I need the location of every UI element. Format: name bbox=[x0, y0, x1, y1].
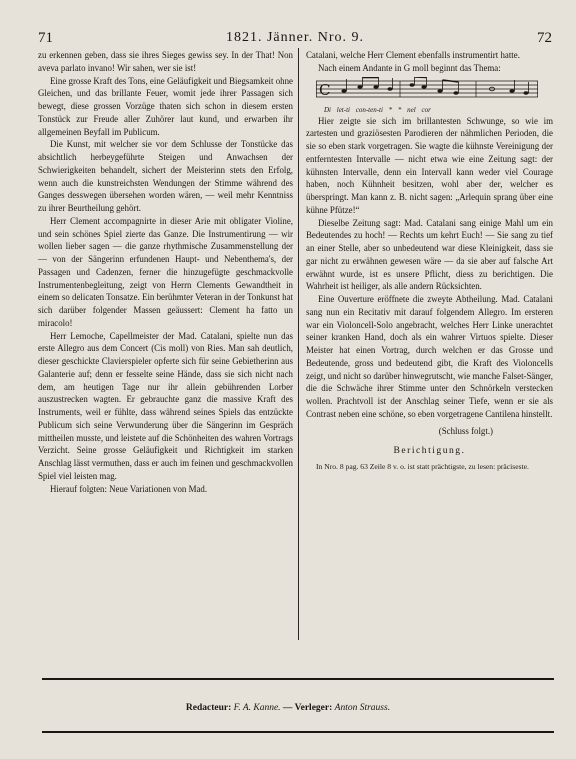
page-number-right: 72 bbox=[537, 30, 552, 46]
paragraph: Die Kunst, mit welcher sie vor dem Schlusse der Tonstücke das absichtlich herbeygeführte Steigen und Anwachsen der Schwierigkeiten behandelt, sichert der Meisterinn stets den Erfolg, wenn auch die kunstreichsten Wendungen der Stimme während des Ganges desswegen übersehen worden wären, — weil mehr Kenntniss zu ihrer Beurtheilung gehört. bbox=[38, 139, 293, 213]
paragraph: Herr Lemoche, Capellmeister der Mad. Catalani, spielte nun das erste Allegro aus dem Concert (Cis moll) von Ries. Man sah deutlich, dieser geschickte Clavierspieler opferte sich für seine Gebietherinn aus Galanterie auf; denn er fesselte seine Hände, dass sie sich nicht nach dem, am heutigen Tage nur ihr allein gebührenden Lorber auszustrecken wagten. Er gebrauchte ganz die massive Kraft des Instruments, weil er fühlte, dass während seines Spiels das entzückte Publicum sich seine Verwunderung über die Sängerinn im Gespräch mittheilen musste, und leistete auf die Schönheiten des wahren Vortrags Verzicht. Seine grosse Geläufigkeit und Richtigkeit im starken Anschlag lässt vermuthen, dass er auch im feinen und geschmackvollen Spiel viel leisten mag. bbox=[38, 330, 294, 481]
music-example bbox=[306, 77, 553, 113]
publisher-label: Verleger: bbox=[294, 703, 333, 713]
paragraph: zu erkennen geben, dass sie ihres Sieges gewiss sey. In der That! Non aveva parlato invano! Wir sahen, wer sie ist! bbox=[38, 50, 293, 73]
column-divider bbox=[298, 48, 299, 640]
music-staff-icon bbox=[316, 77, 538, 107]
publisher-name: Anton Strauss. bbox=[334, 703, 391, 713]
footer-rule-bottom bbox=[42, 731, 554, 733]
paragraph: Hier zeigte sie sich im brillantesten Schwunge, so wie im zartesten und graziösesten Parodieren der nähmlichen Perioden, die sie so eben stark vorgetragen. Sie wagte die kühnste Vereinigung der entferntesten Intervalle — nicht etwa wie eine Zeitung sagt: der kühnsten Intervalle, denn ein Intervall kann weder viel Courage haben, noch Kühnheit besitzen, wohl aber der, welcher es überspringt. Man kann z. B. nicht sagen: „Arlequin sprang über eine kühne Pfütze!“ bbox=[306, 115, 553, 215]
footer-dash: — bbox=[282, 703, 293, 713]
paragraph: Hierauf folgten: Neue Variationen von Mad. bbox=[50, 483, 208, 494]
paragraph: Catalani, welche Herr Clement ebenfalls instrumentirt hatte. bbox=[306, 50, 520, 60]
left-column bbox=[38, 49, 293, 495]
erratum-text: In Nro. 8 pag. 63 Zeile 8 v. o. ist statt prächtigste, zu lesen: präciseste. bbox=[316, 462, 529, 471]
page-number-left: 71 bbox=[38, 30, 53, 46]
page-header bbox=[38, 30, 552, 48]
paragraph: Herr Clement accompagnirte in dieser Arie mit obligater Violine, und sein schönes Spiel zierte das Ganze. Die Instrumentirung — wir wollen lieber sagen — die ganze rhythmische Zusammenstellung der — von der Sängerinn erfundenen Haupt- und Nebenthema's, der Passagen und Cadenzen, ferner die hinzugefügte geschmackvolle Instrumentenbegleitung, zeigt von Herrn Clements Gewandtheit in einem so delicaten Tonsatze. Ein berühmter Veteran in der Tonkunst hat sich darüber folgender Massen geäussert: Clement ha fatto un miracolo! bbox=[38, 215, 293, 328]
paragraph: Nach einem Andante in G moll beginnt das Thema: bbox=[318, 62, 501, 73]
editor-label: Redacteur: bbox=[185, 703, 232, 713]
continued-note: (Schluss folgt.) bbox=[438, 425, 493, 436]
imprint-footer bbox=[0, 703, 576, 713]
footer-rule-top bbox=[42, 678, 554, 680]
erratum-title: Berichtigung. bbox=[393, 445, 466, 457]
right-column bbox=[306, 49, 553, 472]
editor-name: F. A. Kanne. bbox=[233, 703, 281, 713]
paragraph: Eine grosse Kraft des Tons, eine Geläufigkeit und Biegsamkeit ohne Gleichen, und das brillante Feuer, womit jede ihrer Passagen sich bewegt, diese grossen Vorzüge thaten sich schon in diesem ersten Tonstück zur Freude aller Zuhörer laut kund, und erwarben ihr allgemeinen Beyfall im Publicum. bbox=[38, 75, 293, 137]
paragraph: Eine Ouverture eröffnete die zweyte Abtheilung. Mad. Catalani sang nun ein Recitativ mit darauf folgendem Allegro. Im ersteren war ein Violoncell-Solo angebracht, welches Herr Linke unerachtet seiner kranken Hand, doch als ein wahrer Virtuos spielte. Dieser Meister hat einen Vortrag, durch welchen er das Grosse und Bedeutende, gross und bedeutend gibt, die Kraft des Violoncells zeigt, und nicht so darüber hinwegrutscht, wie manche Falset-Sänger, die die Schwäche ihrer Stimme unter den Schnörkeln verstecken wollen. Prachtvoll ist der Anschlag seiner Tiefe, wenn er sie als Contrast neben eine schöne, so eben vorgetragene Cantilena hinstellt. bbox=[306, 294, 553, 419]
music-lyrics: Di let-ti con-ten-ti * * nel cor bbox=[324, 105, 431, 114]
paragraph: Dieselbe Zeitung sagt: Mad. Catalani sang einige Mahl um ein Bedeutendes zu hoch! — Rechts um kehrt Euch! — Sie sang zu tief an einer Stelle, aber so unbedeutend war diese Kleinigkeit, dass sie gar nicht zu erwähnen gewesen wäre — da sie aber auf falsche Art erwähnt wurde, ist es unsere Pflicht, diess zu berichtigen. Die Wahrheit ist heiliger, als alle andern Rücksichten. bbox=[306, 217, 553, 292]
svg-text:C: C bbox=[319, 80, 331, 99]
issue-date-heading: 1821. Jänner. Nro. 9. bbox=[225, 30, 365, 45]
